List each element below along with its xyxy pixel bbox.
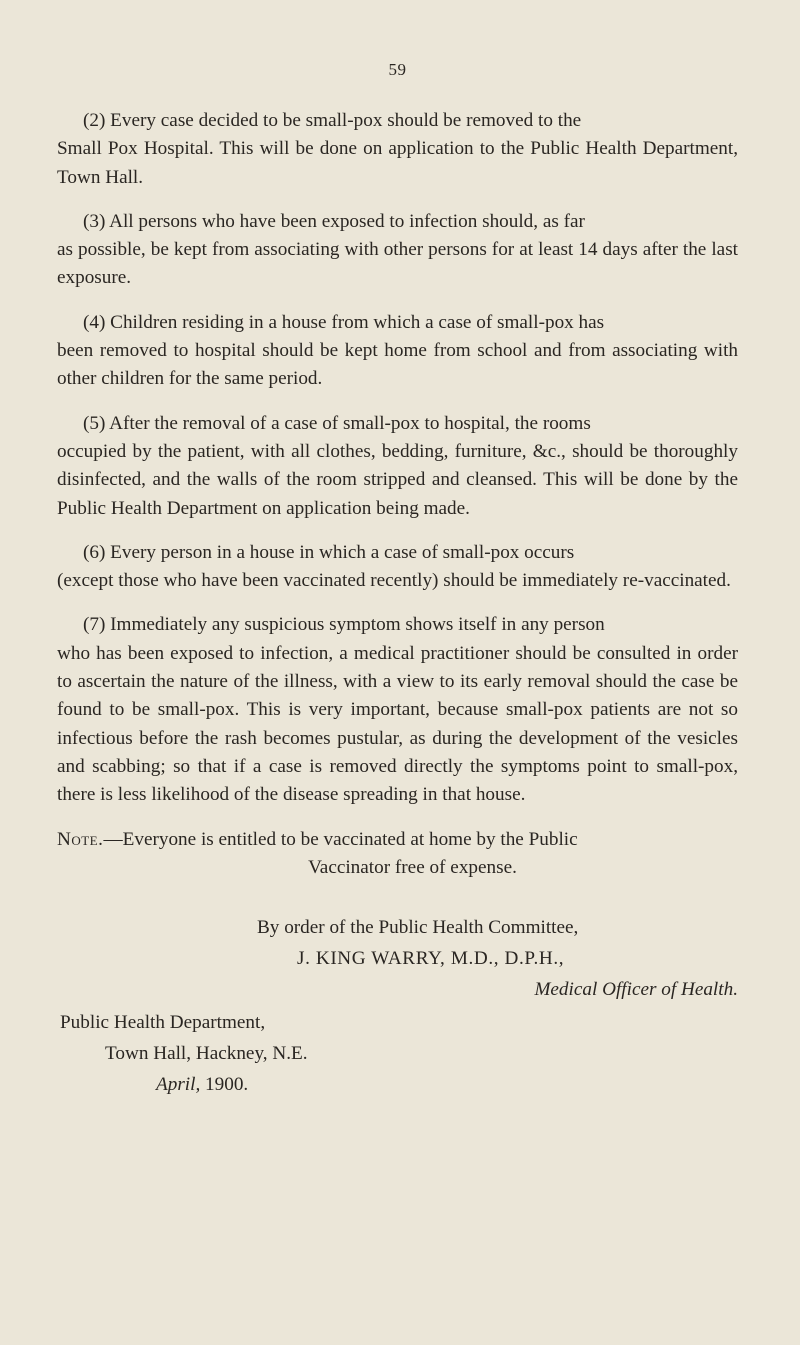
paragraph-first-line: (5) After the removal of a case of small-pox to hospital, the rooms: [83, 412, 591, 434]
address-date: [57, 1069, 738, 1100]
address-line-1: Public Health Department,: [60, 1012, 266, 1034]
paragraph-body: been removed to hospital should be kept home from school and from associating with other children for the same period.: [57, 340, 738, 390]
paragraph-5: [57, 410, 738, 523]
paragraph-first-line: (6) Every person in a house in which a case of small-pox occurs: [83, 541, 575, 563]
paragraph-6: [57, 539, 738, 596]
paragraph-4: [57, 309, 738, 394]
note-label: Note.: [57, 828, 104, 850]
signature-order: By order of the Public Health Committee,: [257, 917, 579, 939]
note-line-1: —Everyone is entitled to be vaccinated at home by the Public: [103, 828, 578, 850]
note: [57, 826, 738, 883]
address-line-2: Town Hall, Hackney, N.E.: [105, 1043, 308, 1065]
paragraph-first-line: (3) All persons who have been exposed to infection should, as far: [83, 210, 585, 232]
signature-name: J. KING WARRY, M.D., D.P.H.,: [297, 948, 565, 970]
signature-title: Medical Officer of Health.: [534, 979, 738, 1001]
paragraph-body: Small Pox Hospital. This will be done on application to the Public Health Department, Town Hall.: [57, 138, 738, 188]
paragraph-7: [57, 611, 738, 809]
paragraph-first-line: (7) Immediately any suspicious symptom shows itself in any person: [83, 614, 605, 636]
paragraph-body: who has been exposed to infection, a medical practitioner should be consulted in order to ascertain the nature of the illness, with a view to its early removal should the case be found to be small-pox. This is very important, because small-pox patients are not so infectious before the rash becomes pustular, as during the development of the vesicles and scabbing; so that if a case is removed directly the symptoms point to small-pox, there is less likelihood of the disease spreading in that house.: [57, 642, 738, 806]
address-block: [57, 1007, 738, 1100]
note-line-2: Vaccinator free of expense.: [308, 856, 517, 878]
paragraph-first-line: (4) Children residing in a house from which a case of small-pox has: [83, 311, 605, 333]
address-year: 1900.: [200, 1074, 249, 1096]
paragraph-body: occupied by the patient, with all clothes, bedding, furniture, &c., should be thoroughly disinfected, and the walls of the room stripped and cleansed. This will be done by the Public Health Department on application being made.: [57, 440, 738, 519]
signature-block: [57, 912, 738, 1005]
paragraph-3: [57, 208, 738, 293]
paragraph-first-line: (2) Every case decided to be small-pox should be removed to the: [83, 110, 582, 131]
paragraph-body: (except those who have been vaccinated recently) should be immediately re-vaccinated.: [57, 570, 731, 592]
page-number: 59: [388, 60, 407, 79]
paragraph-2: [57, 107, 738, 192]
paragraph-body: as possible, be kept from associating with other persons for at least 14 days after the last exposure.: [57, 239, 738, 289]
address-month: April,: [156, 1074, 201, 1096]
